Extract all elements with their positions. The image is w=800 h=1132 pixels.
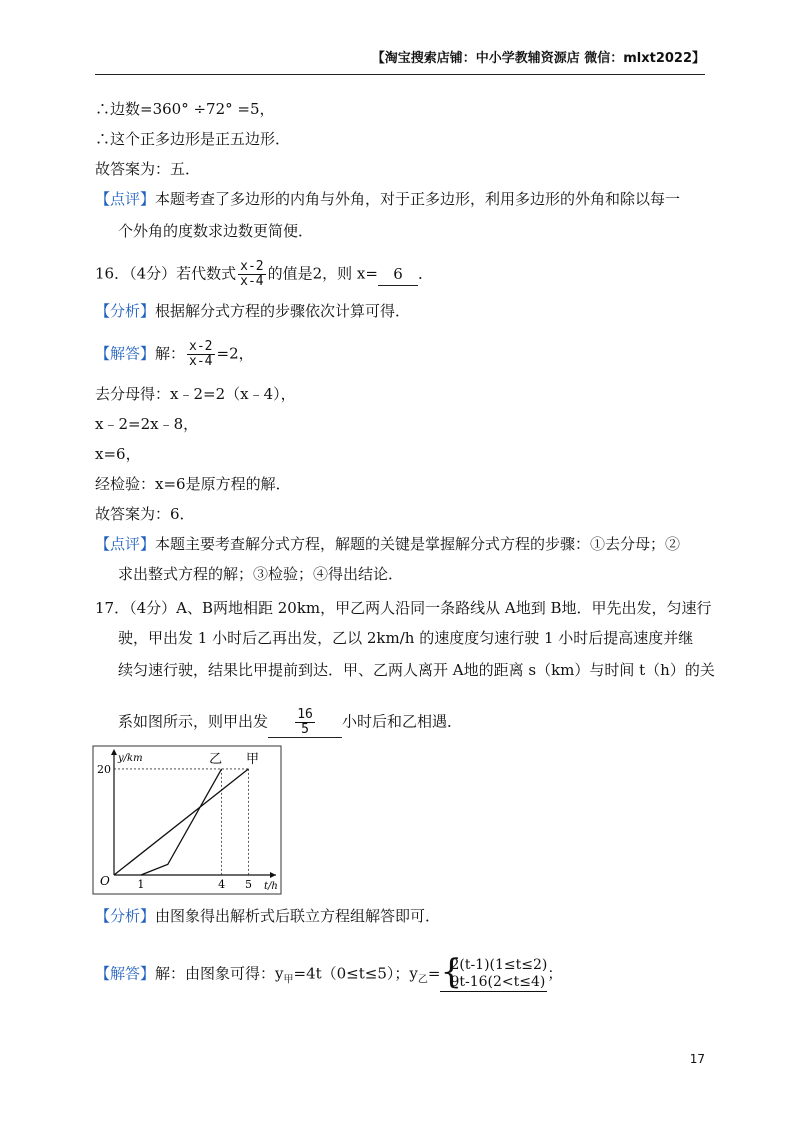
solution-pre: 解：由图象可得：y: [155, 964, 284, 983]
q17-line2: 驶，甲出发 1 小时后乙再出发，乙以 2km/h 的速度度匀速行驶 1 小时后提高速度并继: [118, 629, 694, 647]
q16-solution-fraction: [187, 340, 214, 369]
piecewise-function: [440, 952, 548, 992]
q17-line1: 17．（4分）A、B两地相距 20km，甲乙两人沿同一条路线从 A地到 B地．甲先出发，匀速行: [95, 599, 712, 617]
q17-analysis: [95, 905, 440, 927]
solution-mid: =4t（0≤t≤5）；y: [293, 964, 418, 983]
q16-stem: [95, 260, 433, 289]
comment-text: 本题主要考查解分式方程，解题的关键是掌握解分式方程的步骤：①去分母；②: [155, 535, 681, 553]
sub-jia: 甲: [283, 974, 294, 986]
q17-line3: 续匀速行驶，结果比甲提前到达．甲、乙两人离开 A地的距离 s（km）与时间 t（h）的关: [118, 661, 715, 679]
series-label-0: 甲: [245, 751, 259, 767]
q15-answer: 故答案为：五．: [95, 160, 201, 178]
y-axis-arrow: [111, 749, 117, 755]
frac-denominator: 5: [301, 722, 309, 737]
page-number: 17: [689, 1052, 705, 1066]
x-tick-label-1: 4: [218, 878, 226, 891]
q16-stem-pre: 16．（4分）若代数式: [95, 264, 237, 283]
piece-1: 2(t-1)(1≤t≤2): [450, 957, 548, 973]
x-axis-label: t/h: [264, 881, 278, 892]
q15-comment: [95, 188, 680, 210]
x-tick-label-0: 1: [137, 878, 145, 891]
q15-line2: ∴这个正多边形是正五边形．: [95, 130, 291, 148]
solution-end: ；: [547, 964, 563, 983]
q16-answer-blank: 6: [378, 263, 418, 286]
x-tick-label-2: 5: [244, 878, 252, 891]
q16-stem-end: ．: [417, 264, 433, 283]
analysis-text: 根据解分式方程的步骤依次计算可得．: [155, 302, 411, 320]
page-header: 【淘宝搜索店铺：中小学教辅资源店 微信：mlxt2022】: [95, 44, 705, 75]
q15-line1: ∴边数=360° ÷72° =5，: [95, 100, 275, 118]
q16-comment-cont: 求出整式方程的解；③检验；④得出结论．: [118, 565, 404, 583]
q17-line4-post: 小时后和乙相遇．: [342, 712, 463, 731]
q17-solution: [95, 952, 563, 992]
q15-comment-cont: 个外角的度数求边数更简便．: [118, 222, 314, 240]
y-axis-label: y/km: [118, 753, 143, 764]
frac-numerator: x-2: [240, 259, 264, 274]
analysis-tag: 【分析】: [95, 302, 156, 320]
analysis-tag: 【分析】: [95, 907, 156, 925]
solution-pre: 解：: [155, 344, 186, 363]
q16-answer: 故答案为：6．: [95, 505, 195, 523]
q16-comment: [95, 533, 680, 555]
piece-2: 9t-16(2<t≤4): [450, 974, 546, 990]
q16-step4: 经检验：x=6是原方程的解．: [95, 475, 291, 493]
q16-fraction: [238, 260, 265, 289]
distance-time-graph: [92, 745, 282, 895]
y-tick-label-0: 20: [97, 762, 111, 776]
series-label-1: 乙: [209, 751, 223, 767]
q16-analysis: [95, 300, 410, 322]
solution-tag: 【解答】: [95, 344, 156, 363]
frac-denominator: x-4: [189, 354, 213, 369]
analysis-text: 由图象得出解析式后联立方程组解答即可．: [155, 907, 441, 925]
series-line-0: [114, 769, 248, 875]
q16-step1: 去分母得：x﹣2=2（x﹣4），: [95, 385, 296, 403]
q17-line4: [118, 708, 462, 738]
solution-tag: 【解答】: [95, 964, 156, 983]
comment-text: 本题考查了多边形的内角与外角，对于正多边形，利用多边形的外角和除以每一: [155, 190, 681, 208]
graph-border: [93, 746, 281, 894]
q16-step2: x﹣2=2x﹣8，: [95, 415, 199, 433]
frac-numerator: 16: [297, 707, 313, 722]
q16-stem-mid: 的值是2，则 x=: [267, 264, 378, 283]
x-axis-arrow: [270, 872, 276, 878]
q17-answer-blank: [268, 708, 342, 738]
solution-eq: =2，: [216, 344, 254, 363]
q16-solution: [95, 340, 254, 369]
brace: {: [440, 952, 463, 992]
solution-eq: =: [427, 964, 441, 983]
q17-answer-fraction: [295, 708, 315, 737]
comment-tag: 【点评】: [95, 190, 156, 208]
frac-denominator: x-4: [240, 274, 264, 289]
frac-numerator: x-2: [189, 339, 213, 354]
comment-tag: 【点评】: [95, 535, 156, 553]
q17-line4-pre: 系如图所示，则甲出发: [118, 712, 269, 731]
q16-step3: x=6，: [95, 445, 141, 463]
origin-label: O: [100, 874, 110, 888]
sub-yi: 乙: [417, 974, 428, 986]
